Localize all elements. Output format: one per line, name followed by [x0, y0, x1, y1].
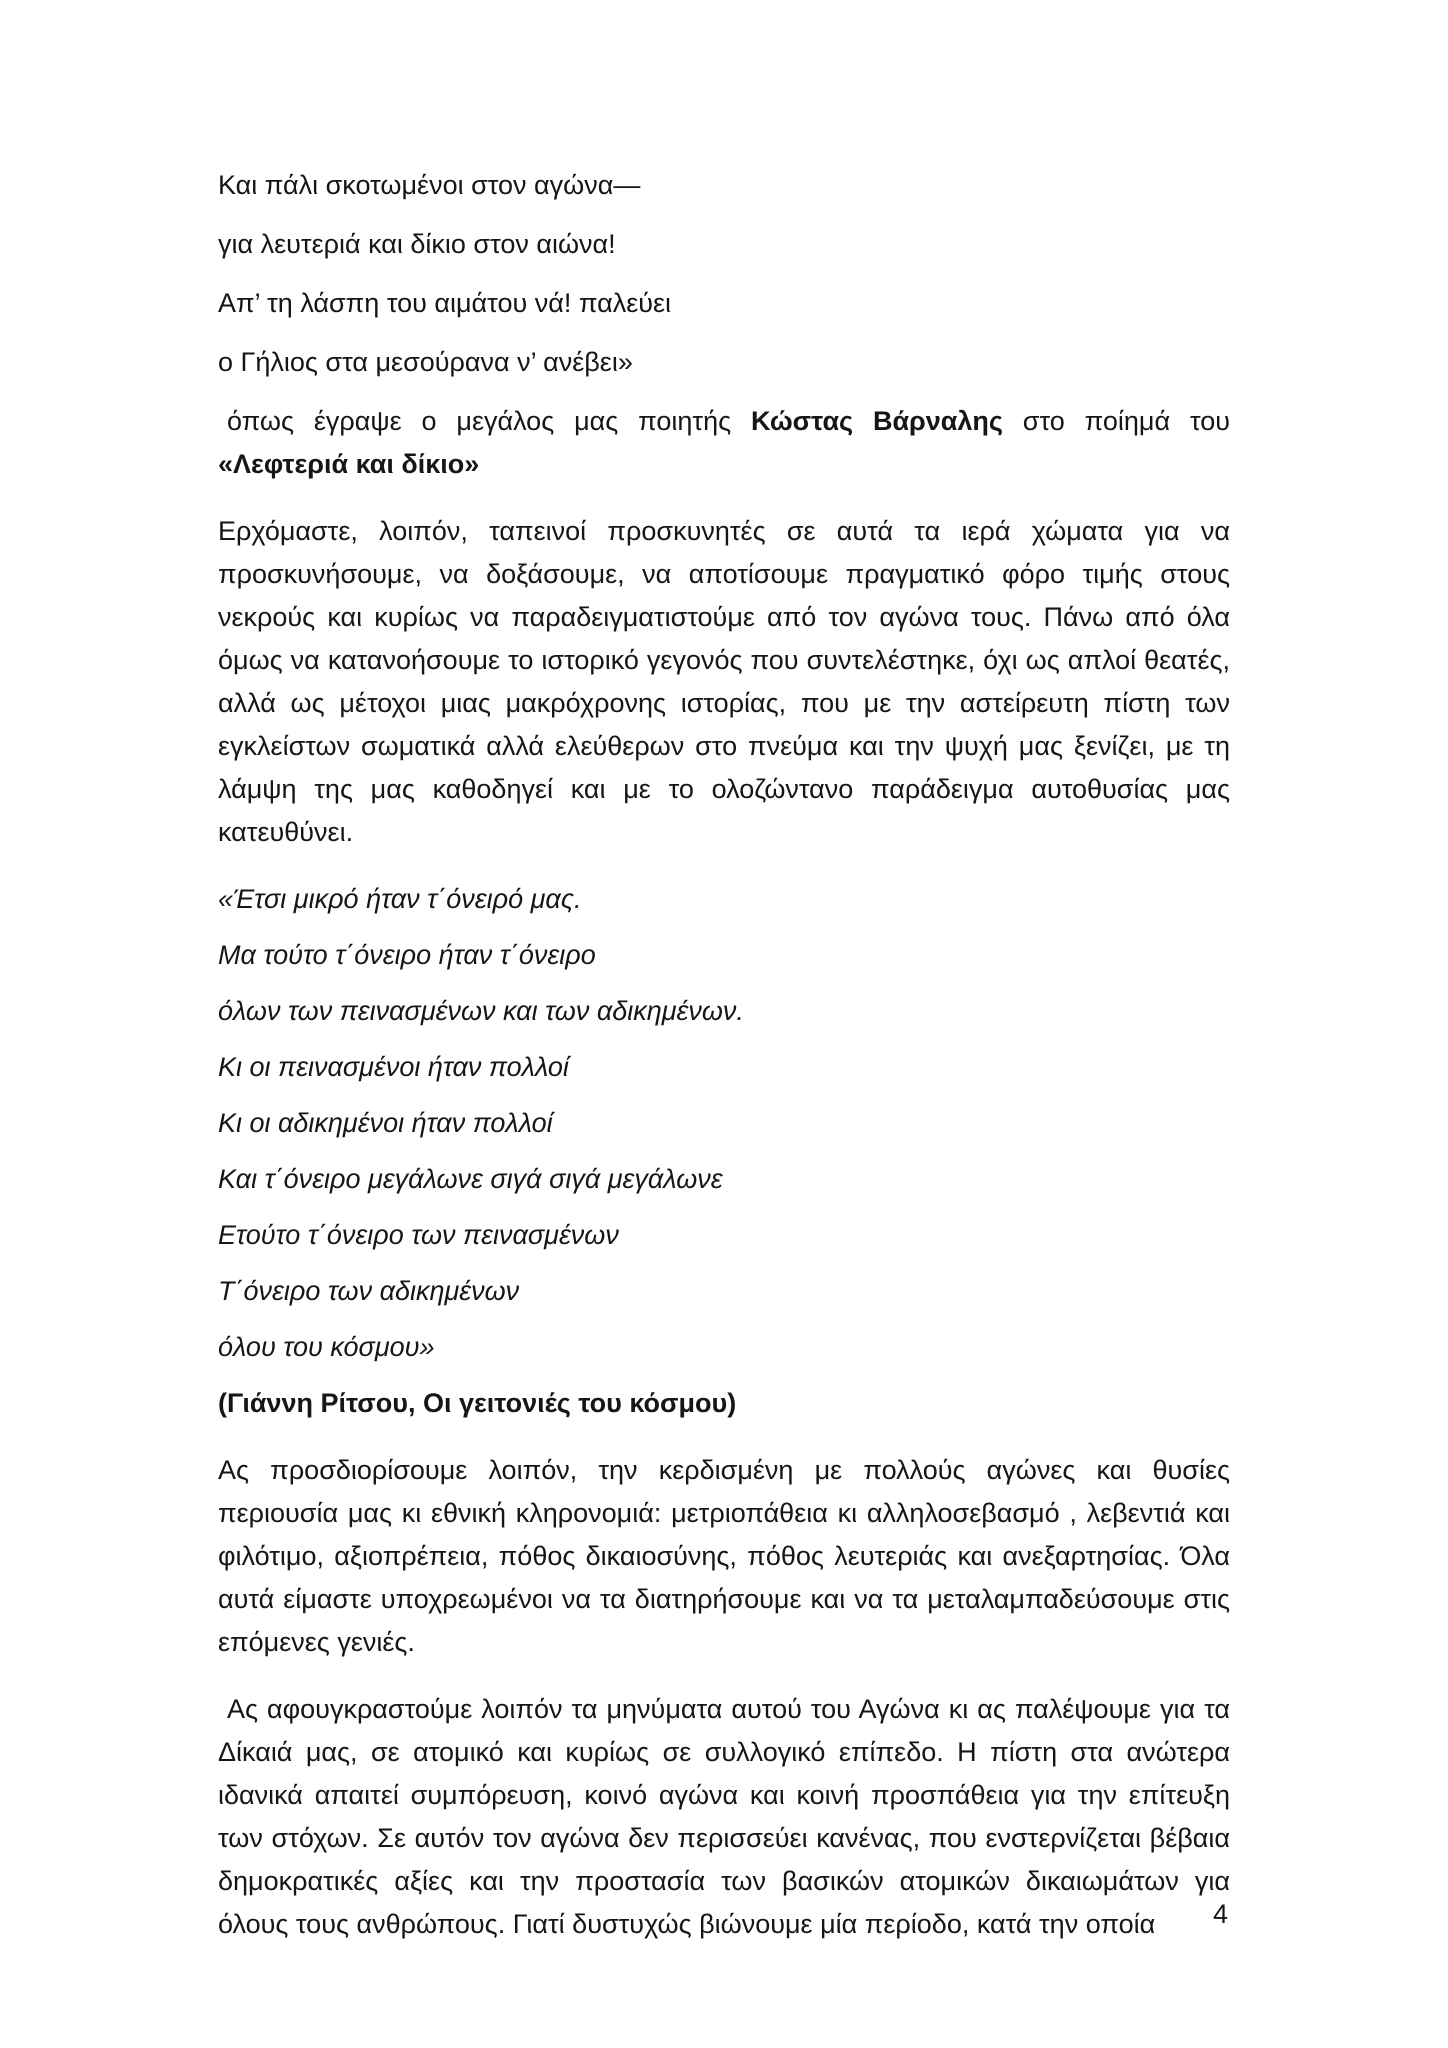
attribution-prefix: όπως έγραψε ο μεγάλος μας ποιητής: [227, 406, 751, 436]
verse-line-3: Απ’ τη λάσπη του αιμάτου νά! παλεύει: [218, 288, 672, 318]
verse-line-2: για λευτεριά και δίκιο στον αιώνα!: [218, 229, 616, 259]
poem-line-5: Κι οι αδικημένοι ήταν πολλοί: [218, 1108, 553, 1138]
paragraph-heritage: Ας προσδιορίσουμε λοιπόν, την κερδισμένη με πολλούς αγώνες και θυσίες περιουσία μας κι εθνική κληρονομιά: μετριοπάθεια κι αλληλοσεβασμό , λεβεντιά και φιλότιμο, αξιοπρέπεια, πόθος δικαιοσύνης, πόθος λευτεριάς και ανεξαρτησίας. Όλα αυτά είμαστε υποχρεωμένοι να τα διατηρήσουμε και να τα μεταλαμπαδεύσουμε στις επόμενες γενιές.: [218, 1455, 1230, 1657]
poem-line-7: Ετούτο τ΄όνειρο των πεινασμένων: [218, 1220, 619, 1250]
poem-line-1: «Έτσι μικρό ήταν τ΄όνειρό μας.: [218, 884, 582, 914]
poem-line-9: όλου του κόσμου»: [218, 1332, 435, 1362]
poem-line-3: όλων των πεινασμένων και των αδικημένων.: [218, 996, 744, 1026]
poet-name: Κώστας Βάρναλης: [750, 406, 1003, 436]
page-content: [218, 164, 1230, 1970]
attribution-middle: στο ποίημά του: [1002, 406, 1231, 436]
attribution-paragraph: [218, 400, 1230, 486]
poem-line-6: Και τ΄όνειρο μεγάλωνε σιγά σιγά μεγάλωνε: [218, 1164, 723, 1194]
verse-line-4: ο Γήλιος στα μεσούρανα ν’ ανέβει»: [218, 347, 633, 377]
verse-line-1: Και πάλι σκοτωμένοι στον αγώνα—: [218, 170, 641, 200]
poem-line-2: Μα τούτο τ΄όνειρο ήταν τ΄όνειρο: [218, 940, 596, 970]
paragraph-pilgrimage: Ερχόμαστε, λοιπόν, ταπεινοί προσκυνητές σε αυτά τα ιερά χώματα για να προσκυνήσουμε, να δοξάσουμε, να αποτίσουμε πραγματικό φόρο τιμής στους νεκρούς και κυρίως να παραδειγματιστούμε από τον αγώνα τους. Πάνω από όλα όμως να κατανοήσουμε το ιστορικό γεγονός που συντελέστηκε, όχι ως απλοί θεατές, αλλά ως μέτοχοι μιας μακρόχρονης ιστορίας, που με την αστείρευτη πίστη των εγκλείστων σωματικά αλλά ελεύθερων στο πνεύμα και την ψυχή μας ξενίζει, με τη λάμψη της μας καθοδηγεί και με το ολοζώντανο παράδειγμα αυτοθυσίας μας κατευθύνει.: [218, 516, 1230, 847]
paragraph-message: Ας αφουγκραστούμε λοιπόν τα μηνύματα αυτού του Αγώνα κι ας παλέψουμε για τα Δίκαιά μας, σε ατομικό και κυρίως σε συλλογικό επίπεδο. Η πίστη στα ανώτερα ιδανικά απαιτεί συμπόρευση, κοινό αγώνα και κοινή προσπάθεια για την επίτευξη των στόχων. Σε αυτόν τον αγώνα δεν περισσεύει κανένας, που ενστερνίζεται βέβαια δημοκρατικές αξίες και την προστασία των βασικών ατομικών δικαιωμάτων για όλους τους ανθρώπους. Γιατί δυστυχώς βιώνουμε μία περίοδο, κατά την οποία: [218, 1694, 1230, 1939]
poem-line-8: Τ΄όνειρο των αδικημένων: [218, 1276, 520, 1306]
poem-title: «Λεφτεριά και δίκιο»: [218, 449, 480, 479]
poem-line-4: Κι οι πεινασμένοι ήταν πολλοί: [218, 1052, 569, 1082]
page-number: 4: [1212, 1899, 1228, 1929]
poem-citation: (Γιάννη Ρίτσου, Οι γειτονιές του κόσμου): [218, 1388, 737, 1418]
